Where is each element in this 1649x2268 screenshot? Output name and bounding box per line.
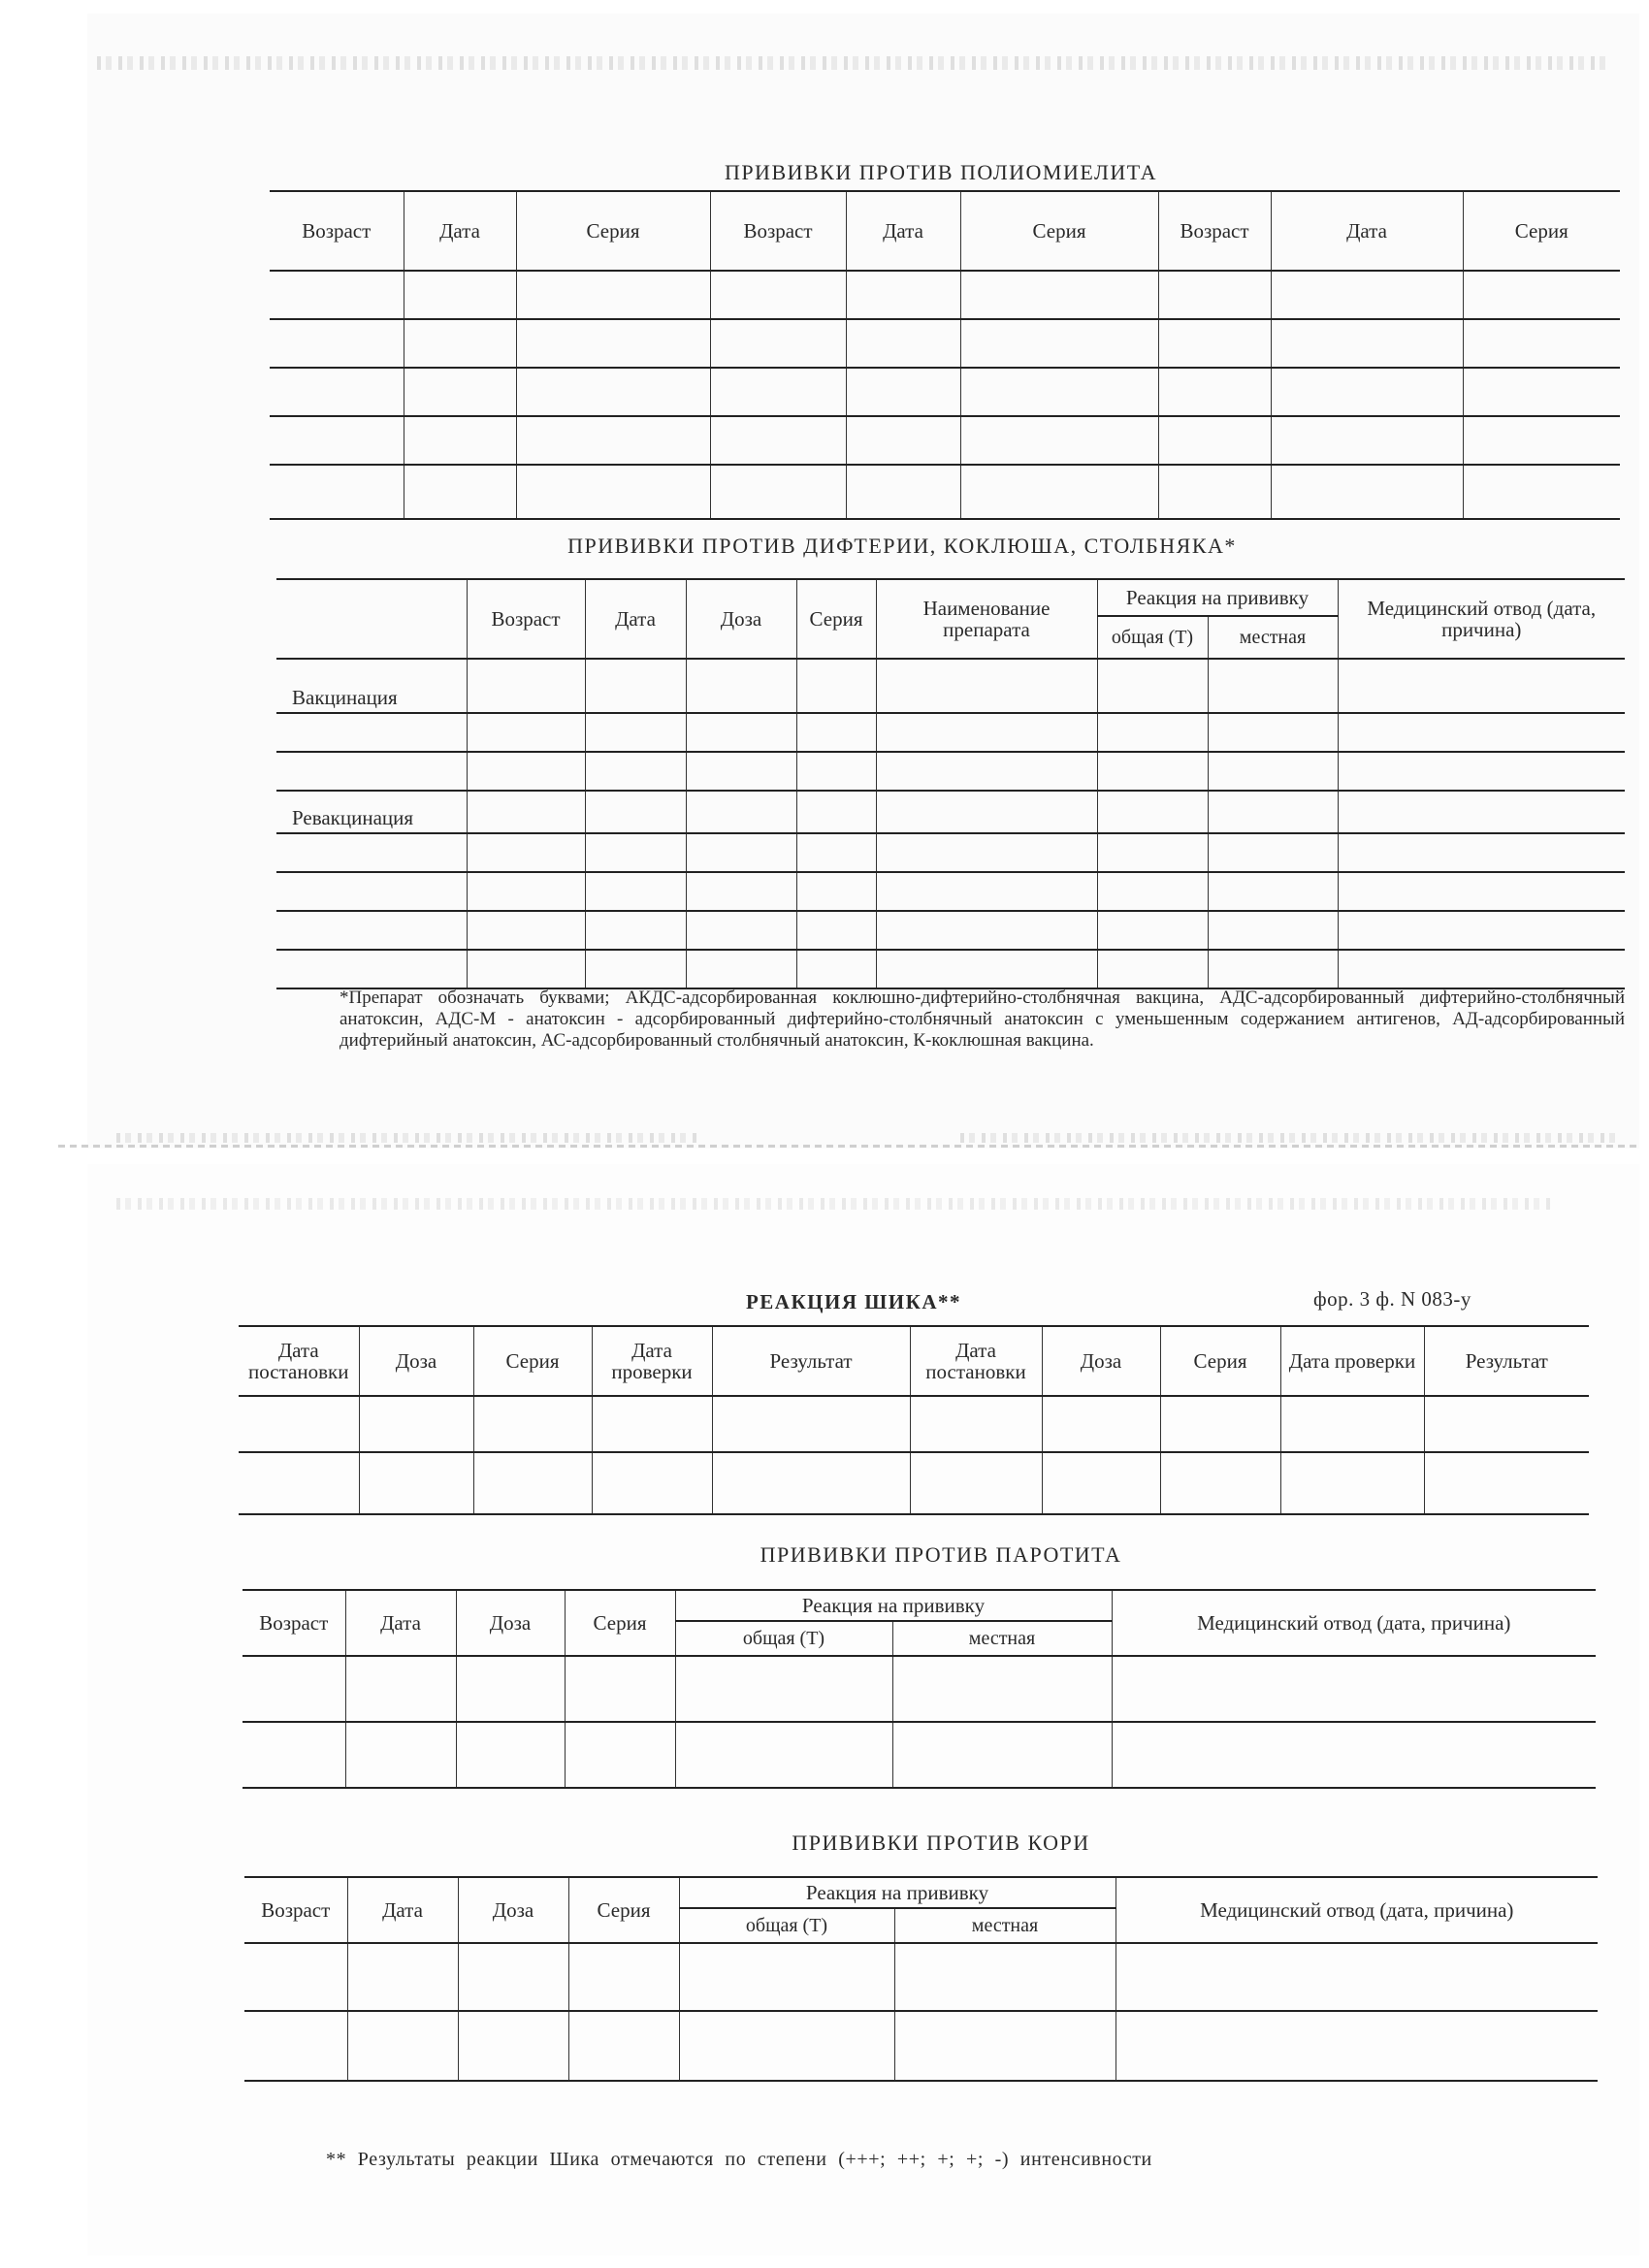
schick-header-cell: Дата постановки: [910, 1326, 1042, 1396]
row-label: [276, 713, 467, 752]
entry-cell[interactable]: [359, 1452, 473, 1514]
entry-cell[interactable]: [710, 319, 846, 368]
entry-cell[interactable]: [1271, 319, 1463, 368]
entry-cell[interactable]: [679, 2011, 894, 2081]
mumps-table: [242, 1589, 1596, 1789]
entry-cell[interactable]: [456, 1722, 565, 1788]
entry-cell[interactable]: [1097, 791, 1208, 833]
entry-cell[interactable]: [686, 791, 796, 833]
entry-cell[interactable]: [1112, 1656, 1596, 1722]
entry-cell[interactable]: [876, 713, 1097, 752]
entry-cell[interactable]: [675, 1656, 892, 1722]
scan-noise-fold-right: [960, 1133, 1620, 1143]
polio-header-cell: Дата: [404, 191, 516, 271]
table-row: [239, 1396, 1589, 1452]
entry-cell[interactable]: [1208, 911, 1338, 950]
entry-cell[interactable]: [910, 1452, 1042, 1514]
entry-cell[interactable]: [1424, 1452, 1589, 1514]
entry-cell[interactable]: [1208, 833, 1338, 872]
entry-cell[interactable]: [686, 950, 796, 988]
entry-cell[interactable]: [1097, 833, 1208, 872]
entry-cell[interactable]: [1097, 950, 1208, 988]
schick-header-row: [239, 1326, 1589, 1396]
dtp-header-reaction-general: общая (Т): [1097, 616, 1208, 659]
scan-noise-top: [97, 56, 1610, 70]
entry-cell[interactable]: [1424, 1396, 1589, 1452]
entry-cell[interactable]: [686, 872, 796, 911]
entry-cell[interactable]: [1463, 368, 1620, 416]
table-row: [239, 1452, 1589, 1514]
entry-cell[interactable]: [686, 833, 796, 872]
schick-header-cell: Серия: [473, 1326, 592, 1396]
mumps-header-reaction-general: общая (Т): [675, 1621, 892, 1656]
entry-cell[interactable]: [846, 416, 960, 465]
entry-cell[interactable]: [456, 1656, 565, 1722]
entry-cell[interactable]: [1338, 872, 1625, 911]
entry-cell[interactable]: [675, 1722, 892, 1788]
entry-cell[interactable]: [467, 659, 585, 713]
entry-cell[interactable]: [876, 791, 1097, 833]
entry-cell[interactable]: [1097, 659, 1208, 713]
entry-cell[interactable]: [1097, 713, 1208, 752]
entry-cell[interactable]: [242, 1722, 345, 1788]
entry-cell[interactable]: [270, 271, 404, 319]
entry-cell[interactable]: [876, 872, 1097, 911]
entry-cell[interactable]: [894, 2011, 1116, 2081]
entry-cell[interactable]: [686, 911, 796, 950]
dtp-header-reaction: Реакция на прививку: [1097, 579, 1338, 616]
mumps-title: ПРИВИВКИ ПРОТИВ ПАРОТИТА: [760, 1542, 1122, 1567]
entry-cell[interactable]: [1158, 368, 1271, 416]
dtp-header-age: Возраст: [467, 579, 585, 659]
entry-cell[interactable]: [796, 833, 876, 872]
entry-cell[interactable]: [1338, 791, 1625, 833]
entry-cell[interactable]: [516, 465, 710, 519]
entry-cell[interactable]: [710, 271, 846, 319]
entry-cell[interactable]: [1338, 833, 1625, 872]
scan-noise-fold-left: [116, 1133, 698, 1143]
entry-cell[interactable]: [846, 319, 960, 368]
polio-title: ПРИВИВКИ ПРОТИВ ПОЛИОМИЕЛИТА: [724, 160, 1158, 184]
entry-cell[interactable]: [1280, 1396, 1424, 1452]
entry-cell[interactable]: [1158, 319, 1271, 368]
row-label: [276, 752, 467, 791]
measles-header-series: Серия: [568, 1877, 679, 1943]
entry-cell[interactable]: [1280, 1452, 1424, 1514]
entry-cell[interactable]: [458, 2011, 568, 2081]
entry-cell[interactable]: [458, 1943, 568, 2011]
entry-cell[interactable]: [585, 872, 686, 911]
measles-title: ПРИВИВКИ ПРОТИВ КОРИ: [792, 1831, 1090, 1855]
entry-cell[interactable]: [244, 1943, 347, 2011]
entry-cell[interactable]: [347, 1943, 458, 2011]
entry-cell[interactable]: [242, 1656, 345, 1722]
entry-cell[interactable]: [404, 416, 516, 465]
entry-cell[interactable]: [960, 416, 1158, 465]
entry-cell[interactable]: [1208, 950, 1338, 988]
dtp-table: [276, 578, 1625, 989]
entry-cell[interactable]: [404, 465, 516, 519]
dtp-header-reaction-local: местная: [1208, 616, 1338, 659]
entry-cell[interactable]: [894, 1943, 1116, 2011]
table-row: [276, 791, 1625, 833]
entry-cell[interactable]: [710, 416, 846, 465]
entry-cell[interactable]: [1463, 271, 1620, 319]
entry-cell[interactable]: [846, 368, 960, 416]
entry-cell[interactable]: [796, 791, 876, 833]
entry-cell[interactable]: [876, 911, 1097, 950]
entry-cell[interactable]: [568, 2011, 679, 2081]
entry-cell[interactable]: [712, 1452, 910, 1514]
entry-cell[interactable]: [345, 1656, 456, 1722]
entry-cell[interactable]: [244, 2011, 347, 2081]
table-row: [270, 319, 1620, 368]
entry-cell[interactable]: [686, 713, 796, 752]
entry-cell[interactable]: [585, 911, 686, 950]
entry-cell[interactable]: [467, 950, 585, 988]
row-label: [276, 911, 467, 950]
measles-header-reaction-local: местная: [894, 1908, 1116, 1943]
entry-cell[interactable]: [516, 319, 710, 368]
entry-cell[interactable]: [892, 1656, 1112, 1722]
entry-cell[interactable]: [1116, 1943, 1598, 2011]
entry-cell[interactable]: [1208, 659, 1338, 713]
polio-header-row: [270, 191, 1620, 271]
row-label: [276, 833, 467, 872]
entry-cell[interactable]: [467, 791, 585, 833]
schick-header-cell: Доза: [359, 1326, 473, 1396]
entry-cell[interactable]: [1208, 872, 1338, 911]
entry-cell[interactable]: [1338, 659, 1625, 713]
mumps-header-row: [242, 1590, 1596, 1621]
measles-header-age: Возраст: [244, 1877, 347, 1943]
entry-cell[interactable]: [1338, 752, 1625, 791]
entry-cell[interactable]: [876, 659, 1097, 713]
measles-header-med-exemption: Медицинский отвод (дата, причина): [1116, 1877, 1598, 1943]
schick-header-cell: Дата постановки: [239, 1326, 359, 1396]
entry-cell[interactable]: [404, 319, 516, 368]
schick-header-cell: Доза: [1042, 1326, 1160, 1396]
entry-cell[interactable]: [1208, 791, 1338, 833]
polio-header-cell: Серия: [516, 191, 710, 271]
polio-header-cell: Возраст: [1158, 191, 1271, 271]
entry-cell[interactable]: [1160, 1452, 1280, 1514]
table-row: [276, 911, 1625, 950]
entry-cell[interactable]: [1338, 950, 1625, 988]
entry-cell[interactable]: [796, 872, 876, 911]
schick-header-cell: Результат: [712, 1326, 910, 1396]
schick-header-cell: Дата проверки: [1280, 1326, 1424, 1396]
table-row: [270, 465, 1620, 519]
entry-cell[interactable]: [345, 1722, 456, 1788]
table-row: [276, 752, 1625, 791]
dtp-header-row: [276, 579, 1625, 616]
entry-cell[interactable]: [1338, 713, 1625, 752]
row-label: [276, 872, 467, 911]
form-code: фор. 3 ф. N 083-у: [1313, 1287, 1471, 1311]
schick-header-cell: Серия: [1160, 1326, 1280, 1396]
measles-table: [244, 1876, 1598, 2082]
entry-cell[interactable]: [270, 368, 404, 416]
table-row: [276, 833, 1625, 872]
dtp-header-empty: [276, 579, 467, 659]
table-row: [244, 2011, 1598, 2081]
entry-cell[interactable]: [270, 319, 404, 368]
mumps-header-series: Серия: [565, 1590, 675, 1656]
polio-header-cell: Дата: [846, 191, 960, 271]
entry-cell[interactable]: [239, 1452, 359, 1514]
dtp-footnote: *Препарат обозначать буквами; АКДС-адсорбированная коклюшно-дифтерийно-столбнячная вакцина, АДС-адсорбированный дифтерийно-столбнячный анатоксин, АДС-М - анатоксин - адсорбированный дифтерийно-столбнячный анатоксин с уменьшенным содержанием антигенов, АД-адсорбированный дифтерийный анатоксин, АС-адсорбированный столбнячный анатоксин, К-коклюшная вакцина.: [340, 988, 1625, 1051]
polio-table: [270, 190, 1620, 520]
table-row: [276, 713, 1625, 752]
row-label: Вакцинация: [276, 659, 467, 713]
entry-cell[interactable]: [1338, 911, 1625, 950]
schick-title: РЕАКЦИЯ ШИКА**: [745, 1290, 962, 1313]
entry-cell[interactable]: [846, 465, 960, 519]
entry-cell[interactable]: [679, 1943, 894, 2011]
entry-cell[interactable]: [585, 659, 686, 713]
entry-cell[interactable]: [1208, 752, 1338, 791]
entry-cell[interactable]: [712, 1396, 910, 1452]
dtp-header-preparation: Наименование препарата: [876, 579, 1097, 659]
entry-cell[interactable]: [516, 271, 710, 319]
mumps-header-reaction-local: местная: [892, 1621, 1112, 1656]
entry-cell[interactable]: [1271, 368, 1463, 416]
mumps-header-dose: Доза: [456, 1590, 565, 1656]
entry-cell[interactable]: [565, 1656, 675, 1722]
entry-cell[interactable]: [910, 1396, 1042, 1452]
entry-cell[interactable]: [585, 833, 686, 872]
entry-cell[interactable]: [568, 1943, 679, 2011]
table-row: [276, 872, 1625, 911]
polio-header-cell: Возраст: [710, 191, 846, 271]
entry-cell[interactable]: [592, 1396, 712, 1452]
entry-cell[interactable]: [1042, 1452, 1160, 1514]
table-row: [242, 1722, 1596, 1788]
dtp-header-date: Дата: [585, 579, 686, 659]
entry-cell[interactable]: [585, 791, 686, 833]
entry-cell[interactable]: [1271, 416, 1463, 465]
dtp-title: ПРИВИВКИ ПРОТИВ ДИФТЕРИИ, КОКЛЮША, СТОЛБНЯКА*: [567, 534, 1237, 558]
table-row: [276, 950, 1625, 988]
schick-table: [239, 1325, 1589, 1515]
entry-cell[interactable]: [1271, 271, 1463, 319]
table-row: [242, 1656, 1596, 1722]
entry-cell[interactable]: [1097, 911, 1208, 950]
entry-cell[interactable]: [686, 752, 796, 791]
entry-cell[interactable]: [347, 2011, 458, 2081]
mumps-header-age: Возраст: [242, 1590, 345, 1656]
entry-cell[interactable]: [796, 752, 876, 791]
entry-cell[interactable]: [1097, 752, 1208, 791]
entry-cell[interactable]: [1112, 1722, 1596, 1788]
dtp-header-series: Серия: [796, 579, 876, 659]
entry-cell[interactable]: [846, 271, 960, 319]
polio-header-cell: Серия: [960, 191, 1158, 271]
table-row: [276, 659, 1625, 713]
mumps-header-med-exemption: Медицинский отвод (дата, причина): [1112, 1590, 1596, 1656]
entry-cell[interactable]: [1463, 465, 1620, 519]
row-label: Ревакцинация: [276, 791, 467, 833]
schick-footnote: ** Результаты реакции Шика отмечаются по степени (+++; ++; +; +; -) интенсивности: [326, 2149, 1152, 2170]
table-row: [270, 416, 1620, 465]
entry-cell[interactable]: [359, 1396, 473, 1452]
entry-cell[interactable]: [1042, 1396, 1160, 1452]
table-row: [270, 271, 1620, 319]
measles-header-dose: Доза: [458, 1877, 568, 1943]
mumps-header-date: Дата: [345, 1590, 456, 1656]
entry-cell[interactable]: [892, 1722, 1112, 1788]
entry-cell[interactable]: [473, 1396, 592, 1452]
table-row: [244, 1943, 1598, 2011]
entry-cell[interactable]: [467, 833, 585, 872]
entry-cell[interactable]: [473, 1452, 592, 1514]
entry-cell[interactable]: [876, 752, 1097, 791]
fold-line: [58, 1145, 1639, 1148]
entry-cell[interactable]: [467, 713, 585, 752]
entry-cell[interactable]: [1463, 319, 1620, 368]
dtp-header-dose: Доза: [686, 579, 796, 659]
entry-cell[interactable]: [239, 1396, 359, 1452]
entry-cell[interactable]: [270, 416, 404, 465]
entry-cell[interactable]: [796, 911, 876, 950]
entry-cell[interactable]: [467, 911, 585, 950]
entry-cell[interactable]: [960, 465, 1158, 519]
entry-cell[interactable]: [1116, 2011, 1598, 2081]
entry-cell[interactable]: [516, 368, 710, 416]
entry-cell[interactable]: [796, 950, 876, 988]
entry-cell[interactable]: [404, 368, 516, 416]
entry-cell[interactable]: [960, 368, 1158, 416]
row-label: [276, 950, 467, 988]
entry-cell[interactable]: [270, 465, 404, 519]
mumps-header-reaction: Реакция на прививку: [675, 1590, 1112, 1621]
entry-cell[interactable]: [960, 319, 1158, 368]
entry-cell[interactable]: [1271, 465, 1463, 519]
entry-cell[interactable]: [1208, 713, 1338, 752]
schick-header-cell: Дата проверки: [592, 1326, 712, 1396]
entry-cell[interactable]: [565, 1722, 675, 1788]
entry-cell[interactable]: [1097, 872, 1208, 911]
measles-header-row: [244, 1877, 1598, 1908]
entry-cell[interactable]: [1158, 465, 1271, 519]
entry-cell[interactable]: [467, 872, 585, 911]
polio-header-cell: Дата: [1271, 191, 1463, 271]
schick-header-cell: Результат: [1424, 1326, 1589, 1396]
dtp-header-med-exemption: Медицинский отвод (дата, причина): [1338, 579, 1625, 659]
entry-cell[interactable]: [1158, 271, 1271, 319]
entry-cell[interactable]: [585, 713, 686, 752]
entry-cell[interactable]: [876, 833, 1097, 872]
entry-cell[interactable]: [876, 950, 1097, 988]
entry-cell[interactable]: [585, 950, 686, 988]
entry-cell[interactable]: [516, 416, 710, 465]
scan-noise-bottom: [116, 1198, 1552, 1210]
measles-header-reaction: Реакция на прививку: [679, 1877, 1116, 1908]
entry-cell[interactable]: [404, 271, 516, 319]
entry-cell[interactable]: [796, 713, 876, 752]
measles-header-date: Дата: [347, 1877, 458, 1943]
polio-header-cell: Серия: [1463, 191, 1620, 271]
entry-cell[interactable]: [960, 271, 1158, 319]
entry-cell[interactable]: [710, 465, 846, 519]
table-row: [270, 368, 1620, 416]
entry-cell[interactable]: [467, 752, 585, 791]
entry-cell[interactable]: [592, 1452, 712, 1514]
entry-cell[interactable]: [686, 659, 796, 713]
measles-header-reaction-general: общая (Т): [679, 1908, 894, 1943]
entry-cell[interactable]: [1158, 416, 1271, 465]
entry-cell[interactable]: [1463, 416, 1620, 465]
entry-cell[interactable]: [1160, 1396, 1280, 1452]
entry-cell[interactable]: [585, 752, 686, 791]
entry-cell[interactable]: [710, 368, 846, 416]
polio-header-cell: Возраст: [270, 191, 404, 271]
entry-cell[interactable]: [796, 659, 876, 713]
